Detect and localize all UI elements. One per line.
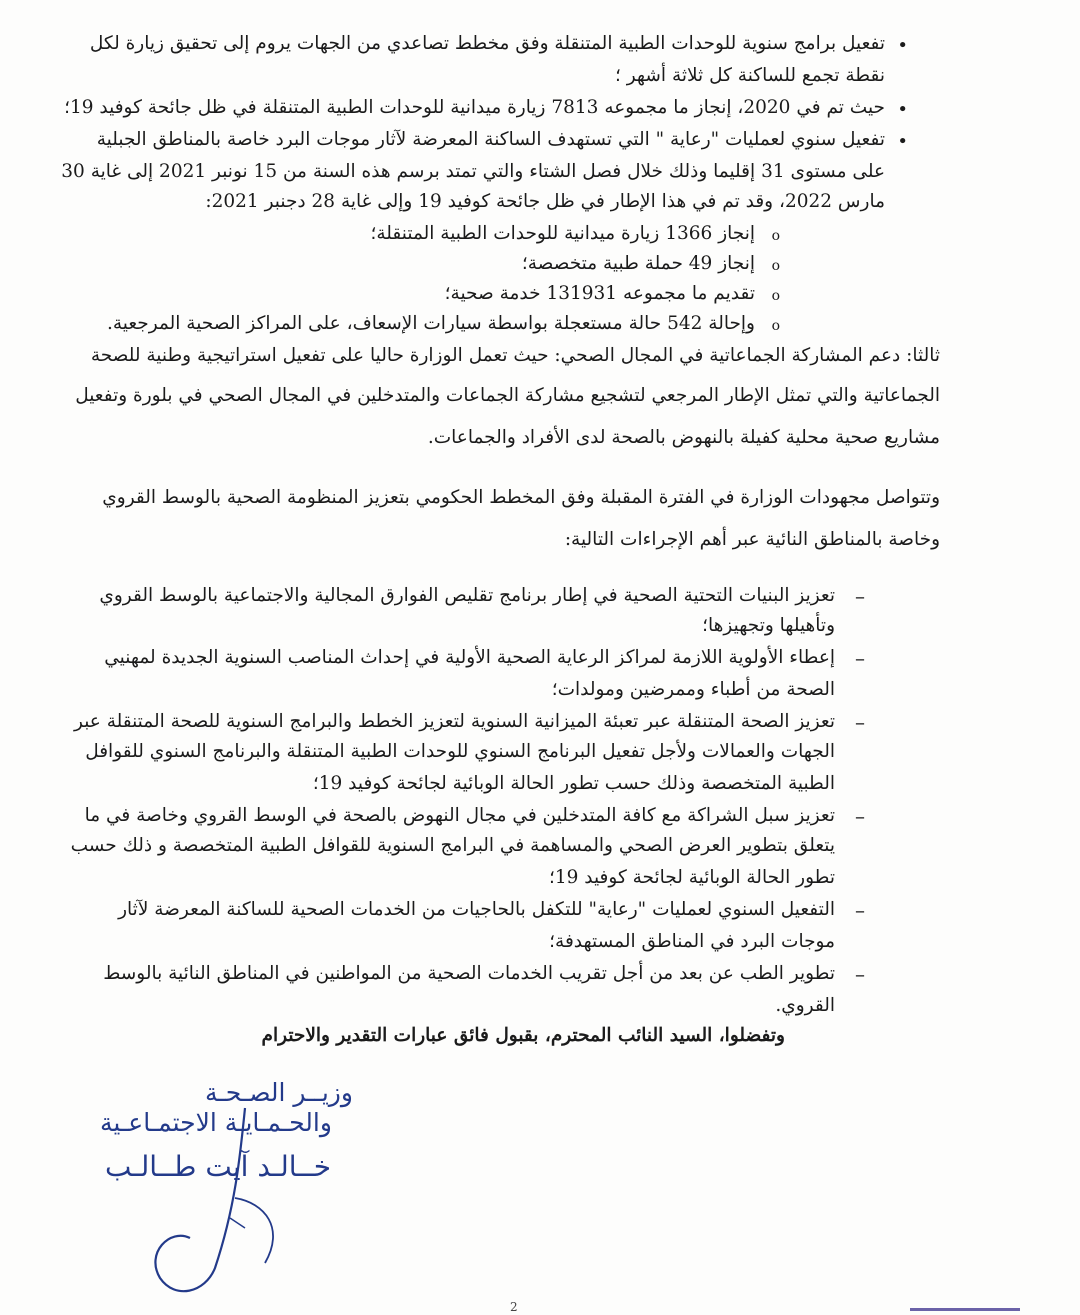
dash-item-5-line-1: التفعيل السنوي لعمليات "رعاية" للتكفل بالحاجيات من الخدمات الصحية للساكنة المعرضة لآثار: [118, 899, 835, 920]
bullet-dot: •: [897, 131, 908, 152]
bullet-3-line-3: مارس 2022، وقد تم في هذا الإطار في ظل جائحة كوفيد 19 وإلى غاية 28 دجنبر 2021:: [205, 191, 885, 212]
bullet-3-line-1: تفعيل سنوي لعمليات "رعاية " التي تستهدف الساكنة المعرضة لآثار موجات البرد خاصة بالمناطق الجبلية: [96, 129, 885, 150]
dash-item-3-line-3: الطبية المتخصصة وذلك حسب تطور الحالة الوبائية لجائحة كوفيد 19؛: [312, 773, 835, 794]
sub-item-4: وإحالة 542 حالة مستعجلة بواسطة سيارات الإسعاف، على المراكز الصحية المرجعية.: [106, 313, 755, 334]
third-paragraph-line-1: ثالثا: دعم المشاركة الجماعاتية في المجال الصحي: حيث تعمل الوزارة حاليا على تفعيل استراتيجية وطنية للصحة: [90, 345, 940, 366]
third-paragraph-line-2: الجماعاتية والتي تمثل الإطار المرجعي لتشجيع مشاركة الجماعات والمتدخلين في المجال الصحي في بلورة وتفعيل: [75, 385, 940, 406]
dash-item-6-line-2: القروي.: [775, 995, 835, 1016]
dash-item-1-line-2: وتأهيلها وتجهيزها؛: [702, 615, 835, 636]
page-number: 2: [510, 1300, 518, 1314]
dash-marker: –: [855, 646, 865, 670]
third-paragraph-line-3: مشاريع صحية محلية كفيلة بالنهوض بالصحة لدى الأفراد والجماعات.: [427, 427, 940, 448]
dash-item-2-line-2: الصحة من أطباء وممرضين ومولدات؛: [551, 679, 835, 700]
circle-marker: o: [771, 318, 780, 334]
dash-marker: –: [855, 962, 865, 986]
continue-paragraph-line-2: وخاصة بالمناطق النائية عبر أهم الإجراءات التالية:: [564, 529, 940, 550]
circle-marker: o: [771, 288, 780, 304]
dash-item-4-line-3: تطور الحالة الوبائية لجائحة كوفيد 19؛: [548, 867, 835, 888]
sub-item-1: إنجاز 1366 زيارة ميدانية للوحدات الطبية المتنقلة؛: [370, 223, 755, 244]
sub-item-3: تقديم ما مجموعه 131931 خدمة صحية؛: [444, 283, 755, 304]
signature-block: [95, 1078, 395, 1308]
dash-item-5-line-2: موجات البرد في المناطق المستهدفة؛: [549, 931, 835, 952]
bullet-dot: •: [897, 99, 908, 120]
dash-item-3-line-1: تعزيز الصحة المتنقلة عبر تعبئة الميزانية السنوية لتعزيز الخطط والبرامج السنوية للصحة المتنقلة عبر: [73, 711, 835, 732]
dash-marker: –: [855, 804, 865, 828]
circle-marker: o: [771, 258, 780, 274]
handwritten-signature-icon: [95, 1078, 395, 1308]
dash-item-1-line-1: تعزيز البنيات التحتية الصحية في إطار برنامج تقليص الفوارق المجالية والاجتماعية بالوسط القروي: [99, 585, 835, 606]
dash-marker: –: [855, 898, 865, 922]
continue-paragraph-line-1: وتتواصل مجهودات الوزارة في الفترة المقبلة وفق المخطط الحكومي بتعزيز المنظومة الصحية بالوسط القروي: [102, 487, 940, 508]
dash-item-6-line-1: تطوير الطب عن بعد من أجل تقريب الخدمات الصحية من المواطنين في المناطق النائية بالوسط: [103, 963, 835, 984]
bullet-3-line-2: على مستوى 31 إقليما وذلك خلال فصل الشتاء والتي تمتد برسم هذه السنة من 15 نونبر 2021 إلى غاية 30: [61, 161, 885, 182]
bullet-2-line-1: حيث تم في 2020، إنجاز ما مجموعه 7813 زيارة ميدانية للوحدات الطبية المتنقلة في ظل جائحة كوفيد 19؛: [64, 97, 885, 118]
closing-line: وتفضلوا، السيد النائب المحترم، بقبول فائق عبارات التقدير والاحترام: [261, 1025, 785, 1046]
signature-title-line-1: وزيــر الصـحـة: [205, 1078, 353, 1107]
signature-name: خــالـد آيت طــالـب: [105, 1150, 331, 1183]
circle-marker: o: [771, 228, 780, 244]
bullet-dot: •: [897, 35, 908, 56]
sub-item-2: إنجاز 49 حملة طبية متخصصة؛: [521, 253, 755, 274]
signature-title-line-2: والحـمـايـة الاجتمـاعـية: [100, 1108, 332, 1137]
bullet-1-line-1: تفعيل برامج سنوية للوحدات الطبية المتنقلة وفق مخطط تصاعدي من الجهات يروم إلى تحقيق زيارة لكل: [89, 33, 885, 54]
dash-item-4-line-1: تعزيز سبل الشراكة مع كافة المتدخلين في مجال النهوض بالصحة في الوسط القروي وخاصة في ما: [84, 805, 835, 826]
dash-item-3-line-2: الجهات والعمالات ولأجل تفعيل البرنامج السنوي للوحدات الطبية المتنقلة والبرنامج السنوي للقوافل: [85, 741, 835, 762]
dash-marker: –: [855, 710, 865, 734]
dash-marker: –: [855, 584, 865, 608]
dash-item-4-line-2: يتعلق بتطوير العرض الصحي والمساهمة في البرامج السنوية للقوافل الطبية المتخصصة و ذلك حسب: [70, 835, 835, 856]
dash-item-2-line-1: إعطاء الأولوية اللازمة لمراكز الرعاية الصحية الأولية في إحداث المناصب السنوية الجديدة لمهنيي: [104, 647, 835, 668]
bullet-1-line-2: نقطة تجمع للساكنة كل ثلاثة أشهر ؛: [614, 65, 885, 86]
bottom-rule: [910, 1308, 1020, 1311]
